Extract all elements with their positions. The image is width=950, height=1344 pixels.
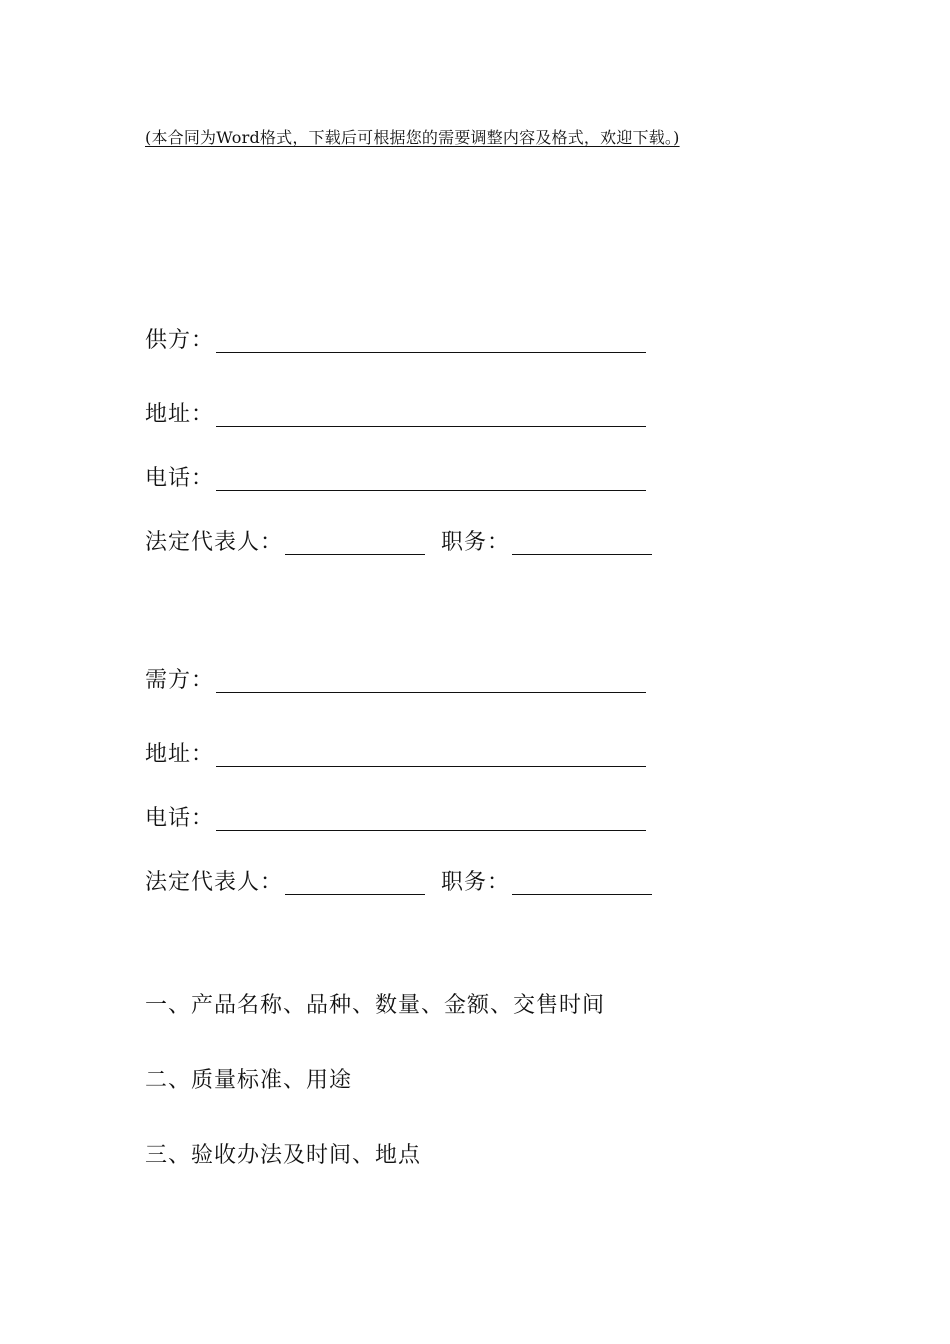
buyer-title-label: 职务： [441,870,511,895]
buyer-phone-label: 电话： [145,806,215,831]
buyer-title-field[interactable] [512,870,652,895]
buyer-rep-field[interactable] [285,870,425,895]
supplier-title-label: 职务： [441,530,511,555]
supplier-title-field[interactable] [512,530,652,555]
buyer-rep-row [145,864,652,898]
supplier-name-row [145,322,646,356]
section-heading-2: 二、质量标准、用途 [145,1068,353,1093]
supplier-label: 供方： [145,328,215,353]
buyer-phone-row [145,800,646,834]
buyer-rep-label: 法定代表人： [145,870,284,895]
buyer-name-field[interactable] [216,668,646,693]
buyer-address-row [145,736,646,770]
supplier-rep-field[interactable] [285,530,425,555]
buyer-label: 需方： [145,668,215,693]
buyer-phone-field[interactable] [216,806,646,831]
format-notice: (本合同为Word格式，下载后可根据您的需要调整内容及格式，欢迎下载。) [145,128,680,147]
supplier-phone-field[interactable] [216,466,646,491]
buyer-address-label: 地址： [145,742,215,767]
supplier-phone-label: 电话： [145,466,215,491]
supplier-phone-row [145,460,646,494]
supplier-address-field[interactable] [216,402,646,427]
supplier-name-field[interactable] [216,328,646,353]
supplier-address-label: 地址： [145,402,215,427]
supplier-address-row [145,396,646,430]
section-heading-1: 一、产品名称、品种、数量、金额、交售时间 [145,993,606,1018]
buyer-name-row [145,662,646,696]
buyer-address-field[interactable] [216,742,646,767]
supplier-rep-row [145,524,652,558]
section-heading-3: 三、验收办法及时间、地点 [145,1143,422,1168]
supplier-rep-label: 法定代表人： [145,530,284,555]
